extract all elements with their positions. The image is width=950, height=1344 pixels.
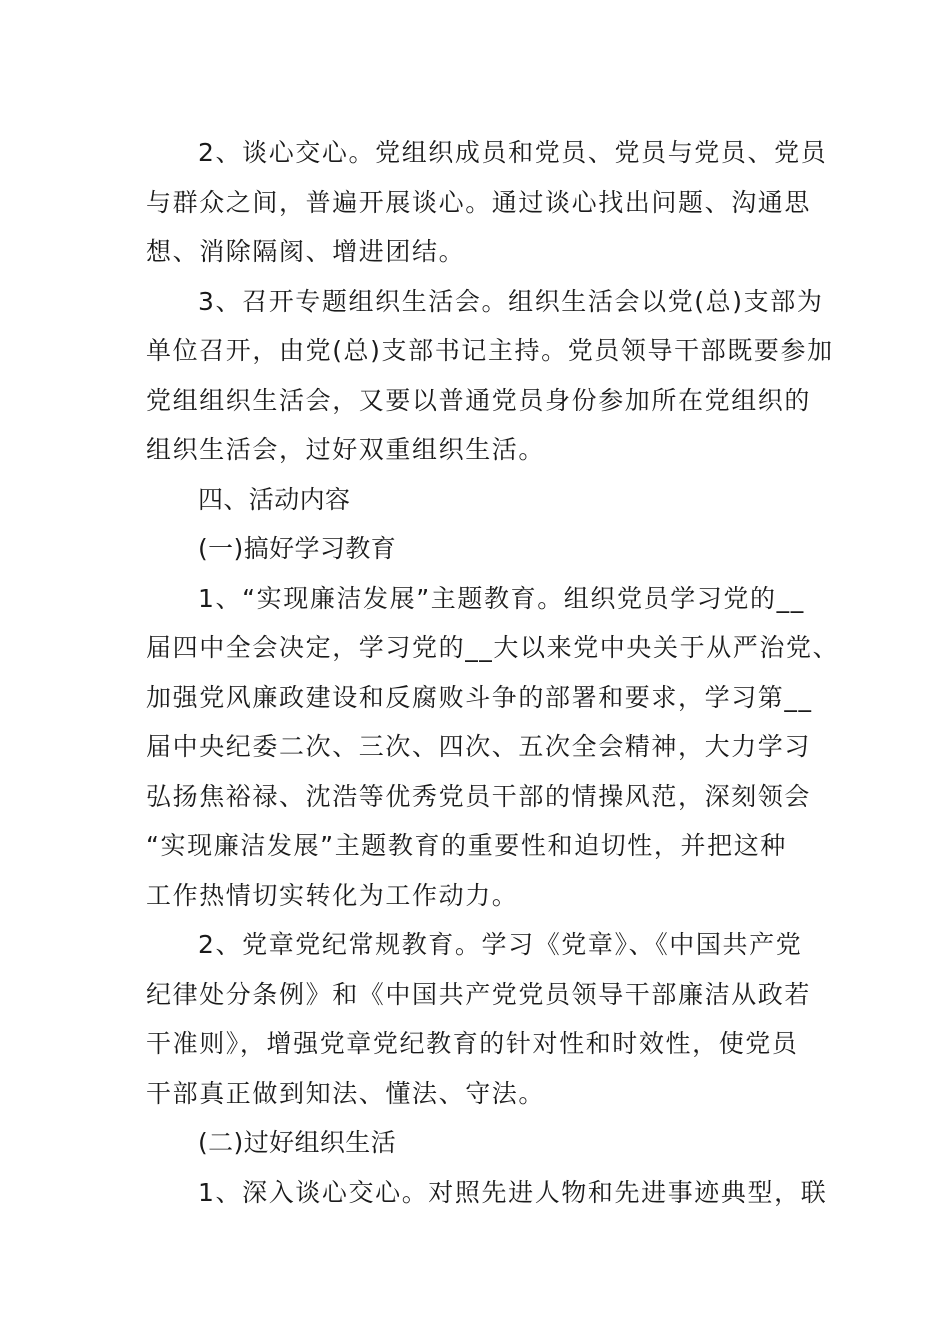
paragraph-line: 干部真正做到知法、懂法、守法。 <box>146 1078 546 1108</box>
paragraph-line: 想、消除隔阂、增进团结。 <box>146 237 466 266</box>
paragraph-line: 1、深入谈心交心。对照先进人物和先进事迹典型，联 <box>198 1177 828 1207</box>
paragraph-line: 弘扬焦裕禄、沈浩等优秀党员干部的情操风范，深刻领会 <box>146 781 812 811</box>
document-body <box>146 128 840 1217</box>
paragraph-line: 组织生活会，过好双重组织生活。 <box>146 435 546 464</box>
paragraph-line: 纪律处分条例》和《中国共产党党员领导干部廉洁从政若 <box>146 979 812 1009</box>
paragraph-line: 3、召开专题组织生活会。组织生活会以党(总)支部为 <box>198 286 824 316</box>
paragraph-line: 加强党风廉政建设和反腐败斗争的部署和要求，学习第__ <box>146 682 813 712</box>
paragraph-line: “实现廉洁发展”主题教育的重要性和迫切性，并把这种 <box>146 831 787 860</box>
subsection-heading: (二)过好组织生活 <box>198 1128 397 1157</box>
paragraph-line: 届中央纪委二次、三次、四次、五次全会精神，大力学习 <box>146 732 812 761</box>
paragraph-line: 工作热情切实转化为工作动力。 <box>146 880 519 910</box>
paragraph-line: 2、谈心交心。党组织成员和党员、党员与党员、党员 <box>198 138 828 167</box>
paragraph-line: 党组组织生活会，又要以普通党员身份参加所在党组织的 <box>146 385 812 415</box>
paragraph-line: 1、“实现廉洁发展”主题教育。组织党员学习党的__ <box>198 583 805 613</box>
section-heading: 四、活动内容 <box>198 484 351 514</box>
subsection-heading: (一)搞好学习教育 <box>198 534 397 563</box>
paragraph-line: 干准则》，增强党章党纪教育的针对性和时效性，使党员 <box>146 1029 799 1058</box>
paragraph-line: 届四中全会决定，学习党的__大以来党中央关于从严治党、 <box>146 633 840 662</box>
paragraph-line: 与群众之间，普遍开展谈心。通过谈心找出问题、沟通思 <box>146 187 812 217</box>
paragraph-line: 2、党章党纪常规教育。学习《党章》、《中国共产党 <box>198 930 803 959</box>
paragraph-line: 单位召开，由党(总)支部书记主持。党员领导干部既要参加 <box>146 336 834 365</box>
